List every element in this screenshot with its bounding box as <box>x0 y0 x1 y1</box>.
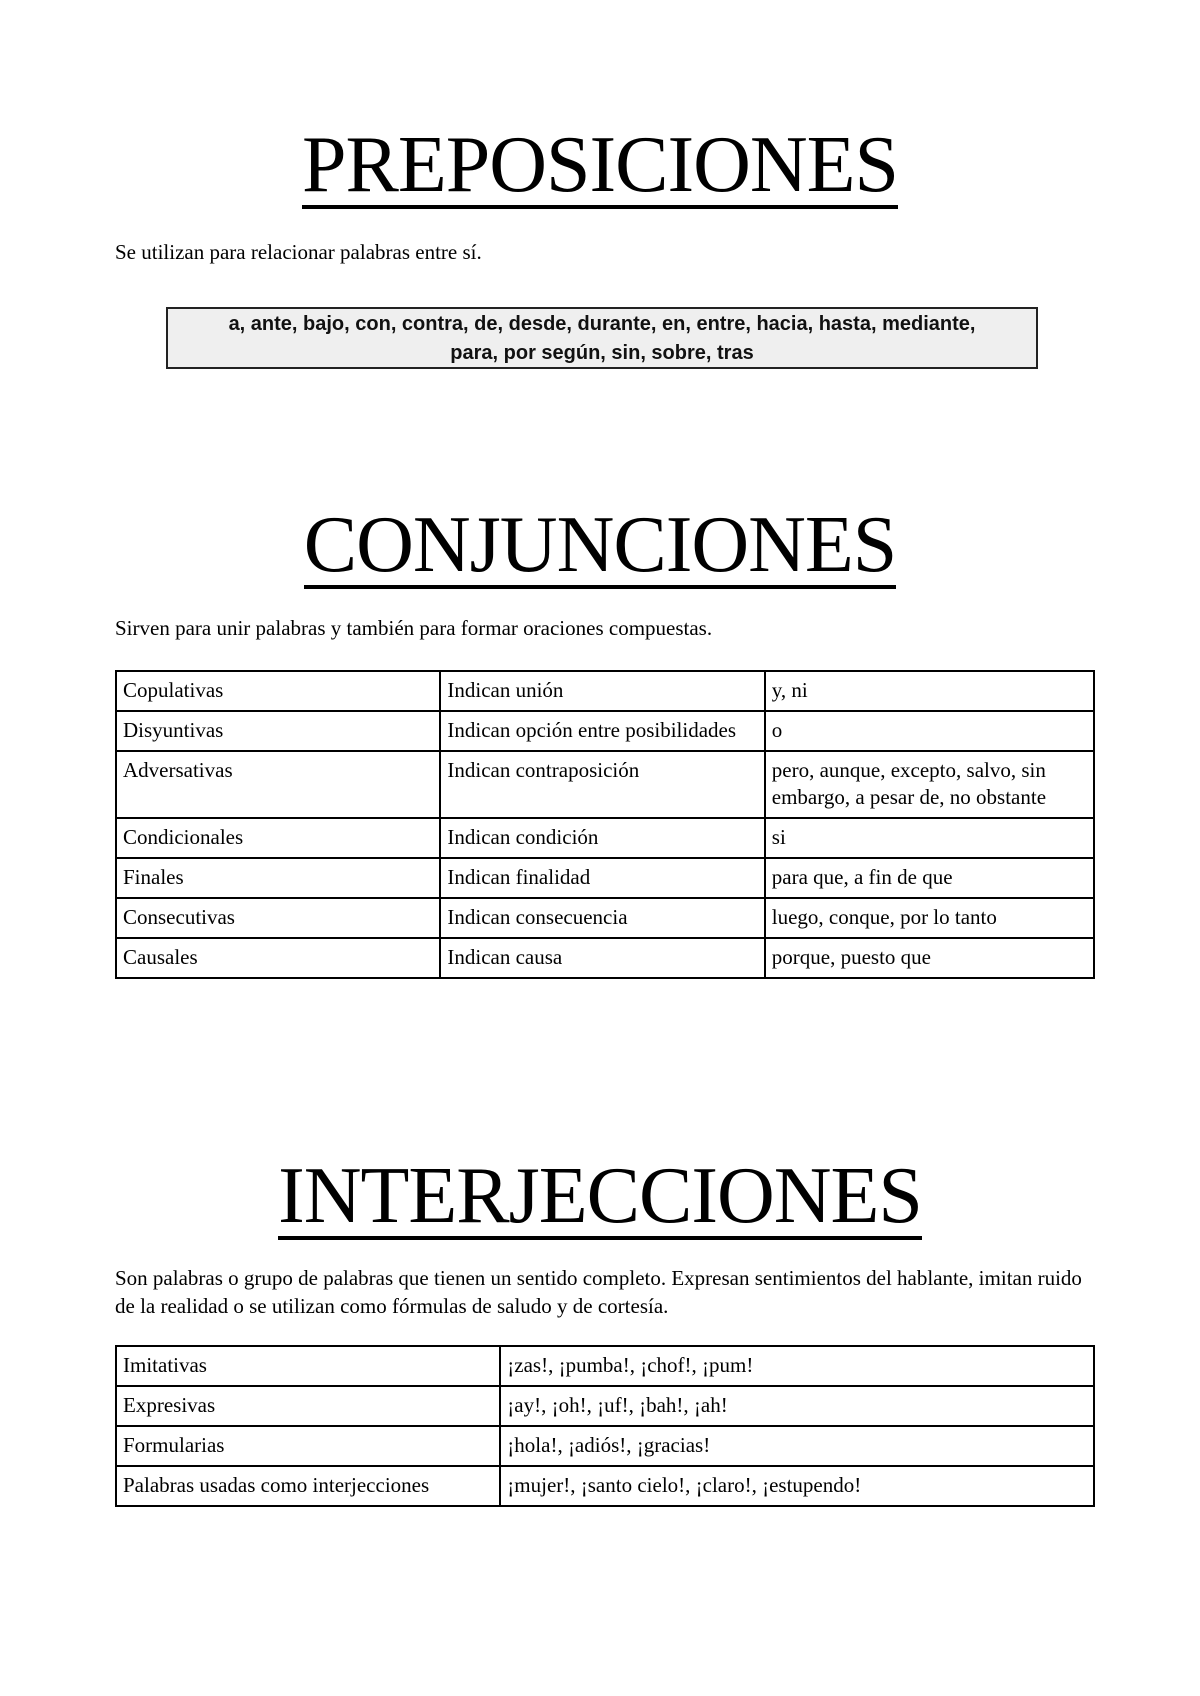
conjuncion-tipo: Adversativas <box>116 751 440 818</box>
preposiciones-title-text: PREPOSICIONES <box>301 121 899 209</box>
preposiciones-list-box <box>166 307 1038 369</box>
conjuncion-ejemplos: pero, aunque, excepto, salvo, sin embargo, a pesar de, no obstante <box>765 751 1094 818</box>
interjecciones-title-text: INTERJECCIONES <box>278 1152 922 1240</box>
table-row <box>116 1426 1094 1466</box>
table-row <box>116 1466 1094 1506</box>
conjuncion-tipo: Finales <box>116 858 440 898</box>
table-row <box>116 671 1094 711</box>
conjunciones-intro: Sirven para unir palabras y también para formar oraciones compuestas. <box>115 616 713 640</box>
interjecciones-title <box>0 1152 1200 1240</box>
preposiciones-list-line1: a, ante, bajo, con, contra, de, desde, durante, en, entre, hacia, hasta, mediante, <box>228 313 976 335</box>
interjecciones-table <box>115 1345 1095 1507</box>
table-row <box>116 938 1094 978</box>
interjeccion-tipo: Imitativas <box>116 1346 500 1386</box>
conjuncion-descripcion: Indican unión <box>440 671 764 711</box>
conjuncion-tipo: Causales <box>116 938 440 978</box>
conjuncion-ejemplos: porque, puesto que <box>765 938 1094 978</box>
conjuncion-tipo: Disyuntivas <box>116 711 440 751</box>
interjeccion-ejemplos: ¡hola!, ¡adiós!, ¡gracias! <box>500 1426 1094 1466</box>
preposiciones-title <box>0 121 1200 209</box>
table-row <box>116 898 1094 938</box>
conjuncion-descripcion: Indican opción entre posibilidades <box>440 711 764 751</box>
conjuncion-descripcion: Indican causa <box>440 938 764 978</box>
conjuncion-ejemplos: si <box>765 818 1094 858</box>
table-row <box>116 858 1094 898</box>
conjunciones-title-text: CONJUNCIONES <box>303 501 897 589</box>
conjunciones-table <box>115 670 1095 979</box>
interjeccion-ejemplos: ¡zas!, ¡pumba!, ¡chof!, ¡pum! <box>500 1346 1094 1386</box>
interjeccion-ejemplos: ¡mujer!, ¡santo cielo!, ¡claro!, ¡estupendo! <box>500 1466 1094 1506</box>
preposiciones-list-line2: para, por según, sin, sobre, tras <box>450 342 754 364</box>
interjeccion-tipo: Expresivas <box>116 1386 500 1426</box>
conjuncion-tipo: Copulativas <box>116 671 440 711</box>
conjuncion-ejemplos: para que, a fin de que <box>765 858 1094 898</box>
conjuncion-descripcion: Indican finalidad <box>440 858 764 898</box>
table-row <box>116 751 1094 818</box>
table-row <box>116 1386 1094 1426</box>
conjunciones-title <box>0 501 1200 589</box>
table-row <box>116 711 1094 751</box>
conjuncion-ejemplos: y, ni <box>765 671 1094 711</box>
conjuncion-tipo: Consecutivas <box>116 898 440 938</box>
conjuncion-descripcion: Indican condición <box>440 818 764 858</box>
table-row <box>116 1346 1094 1386</box>
conjuncion-ejemplos: luego, conque, por lo tanto <box>765 898 1094 938</box>
preposiciones-intro: Se utilizan para relacionar palabras entre sí. <box>115 240 482 264</box>
conjuncion-ejemplos: o <box>765 711 1094 751</box>
interjeccion-tipo: Formularias <box>116 1426 500 1466</box>
conjuncion-descripcion: Indican contraposición <box>440 751 764 818</box>
interjeccion-tipo: Palabras usadas como interjecciones <box>116 1466 500 1506</box>
conjuncion-descripcion: Indican consecuencia <box>440 898 764 938</box>
interjeccion-ejemplos: ¡ay!, ¡oh!, ¡uf!, ¡bah!, ¡ah! <box>500 1386 1094 1426</box>
interjecciones-intro: Son palabras o grupo de palabras que tienen un sentido completo. Expresan sentimientos del hablante, imitan ruido de la realidad o se utilizan como fórmulas de saludo y de cortesía. <box>115 1266 1082 1318</box>
conjuncion-tipo: Condicionales <box>116 818 440 858</box>
table-row <box>116 818 1094 858</box>
